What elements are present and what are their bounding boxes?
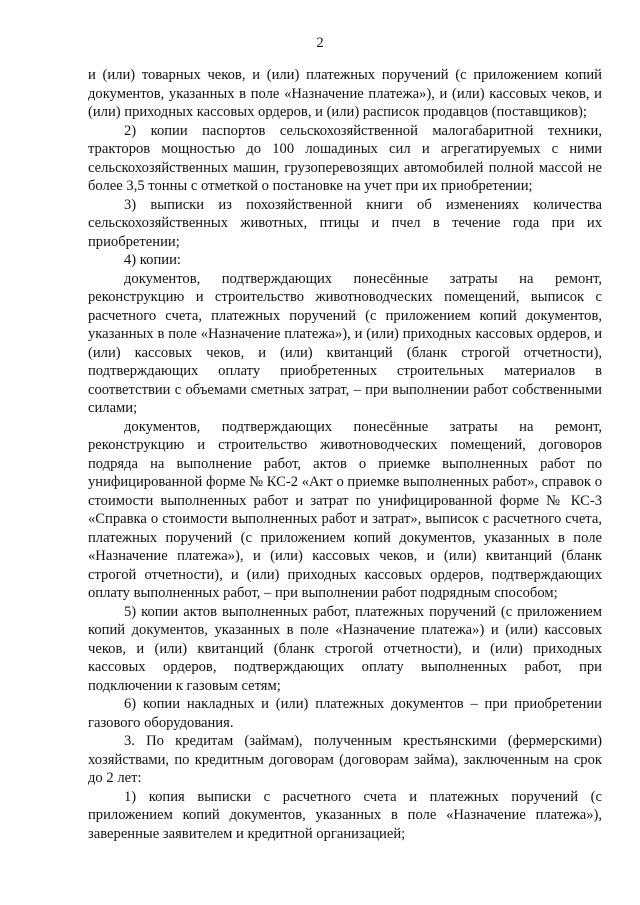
document-body bbox=[88, 66, 602, 843]
page-number: 2 bbox=[316, 35, 324, 51]
paragraph-section-3-item-1: 1) копия выписки с расчетного счета и платежных поручений (с приложением копий документов, указанных в поле «Назначение платежа»), заверенные заявителем и кредитной организацией; bbox=[88, 788, 602, 842]
paragraph-item-3: 3) выписки из похозяйственной книги об изменениях количества сельскохозяйственных животных, птицы и пчел в течение года при их приобретении; bbox=[88, 196, 602, 250]
paragraph-item-5: 5) копии актов выполненных работ, платежных поручений (с приложением копий документов, указанных в поле «Назначение платежа») и (или) кассовых чеков, и (или) квитанций (бланк строгой отчетности), и (или) приходных кассовых ордеров, подтверждающих оплату выполненных работ, при подключении к газовым сетям; bbox=[88, 603, 602, 694]
paragraph-section-3: 3. По кредитам (займам), полученным крестьянскими (фермерскими) хозяйствами, по кредитным договорам (договорам займа), заключенным на срок до 2 лет: bbox=[88, 733, 602, 786]
paragraph-item-2: 2) копии паспортов сельскохозяйственной малогабаритной техники, тракторов мощностью до 100 лошадиных сил и агрегатируемых с ними сельскохозяйственных машин, грузоперевозящих автомобилей полной массой не более 3,5 тонны с отметкой о постановке на учет при их приобретении; bbox=[88, 122, 602, 194]
paragraph-item-6: 6) копии накладных и (или) платежных документов – при приобретении газового оборудования. bbox=[88, 696, 602, 731]
paragraph-continuation: и (или) товарных чеков, и (или) платежных поручений (с приложением копий документов, указанных в поле «Назначение платежа»), и (или) кассовых чеков, и (или) приходных кассовых ордеров, и (или) расписок продавцов (поставщиков); bbox=[88, 67, 602, 120]
paragraph-item-4-own-work: документов, подтверждающих понесённые затраты на ремонт, реконструкцию и строительство животноводческих помещений, выписок с расчетного счета, платежных поручений (с приложением копий документов, указанных в поле «Назначение платежа»), и (или) приходных кассовых ордеров, и (или) кассовых чеков, и (или) квитанций (бланк строгой отчетности), подтверждающих оплату приобретенных строительных материалов в соответствии с объемами сметных затрат, – при выполнении работ собственными силами; bbox=[88, 270, 602, 416]
paragraph-item-4-contract-work: документов, подтверждающих понесённые затраты на ремонт, реконструкцию и строительство животноводческих помещений, договоров подряда на выполнение работ, актов о приемке выполненных работ по унифицированной форме № КС-2 «Акт о приемке выполненных работ», справок о стоимости выполненных работ и затрат по унифицированной форме № КС-3 «Справка о стоимости выполненных работ и затрат», выписок с расчетного счета, платежных поручений (с приложением копий документов, указанных в поле «Назначение платежа»), и (или) кассовых чеков, и (или) квитанций (бланк строгой отчетности), и (или) приходных кассовых ордеров, подтверждающих оплату выполненных работ, – при выполнении работ подрядным способом; bbox=[88, 418, 602, 601]
paragraph-item-4: 4) копии: bbox=[124, 252, 181, 268]
